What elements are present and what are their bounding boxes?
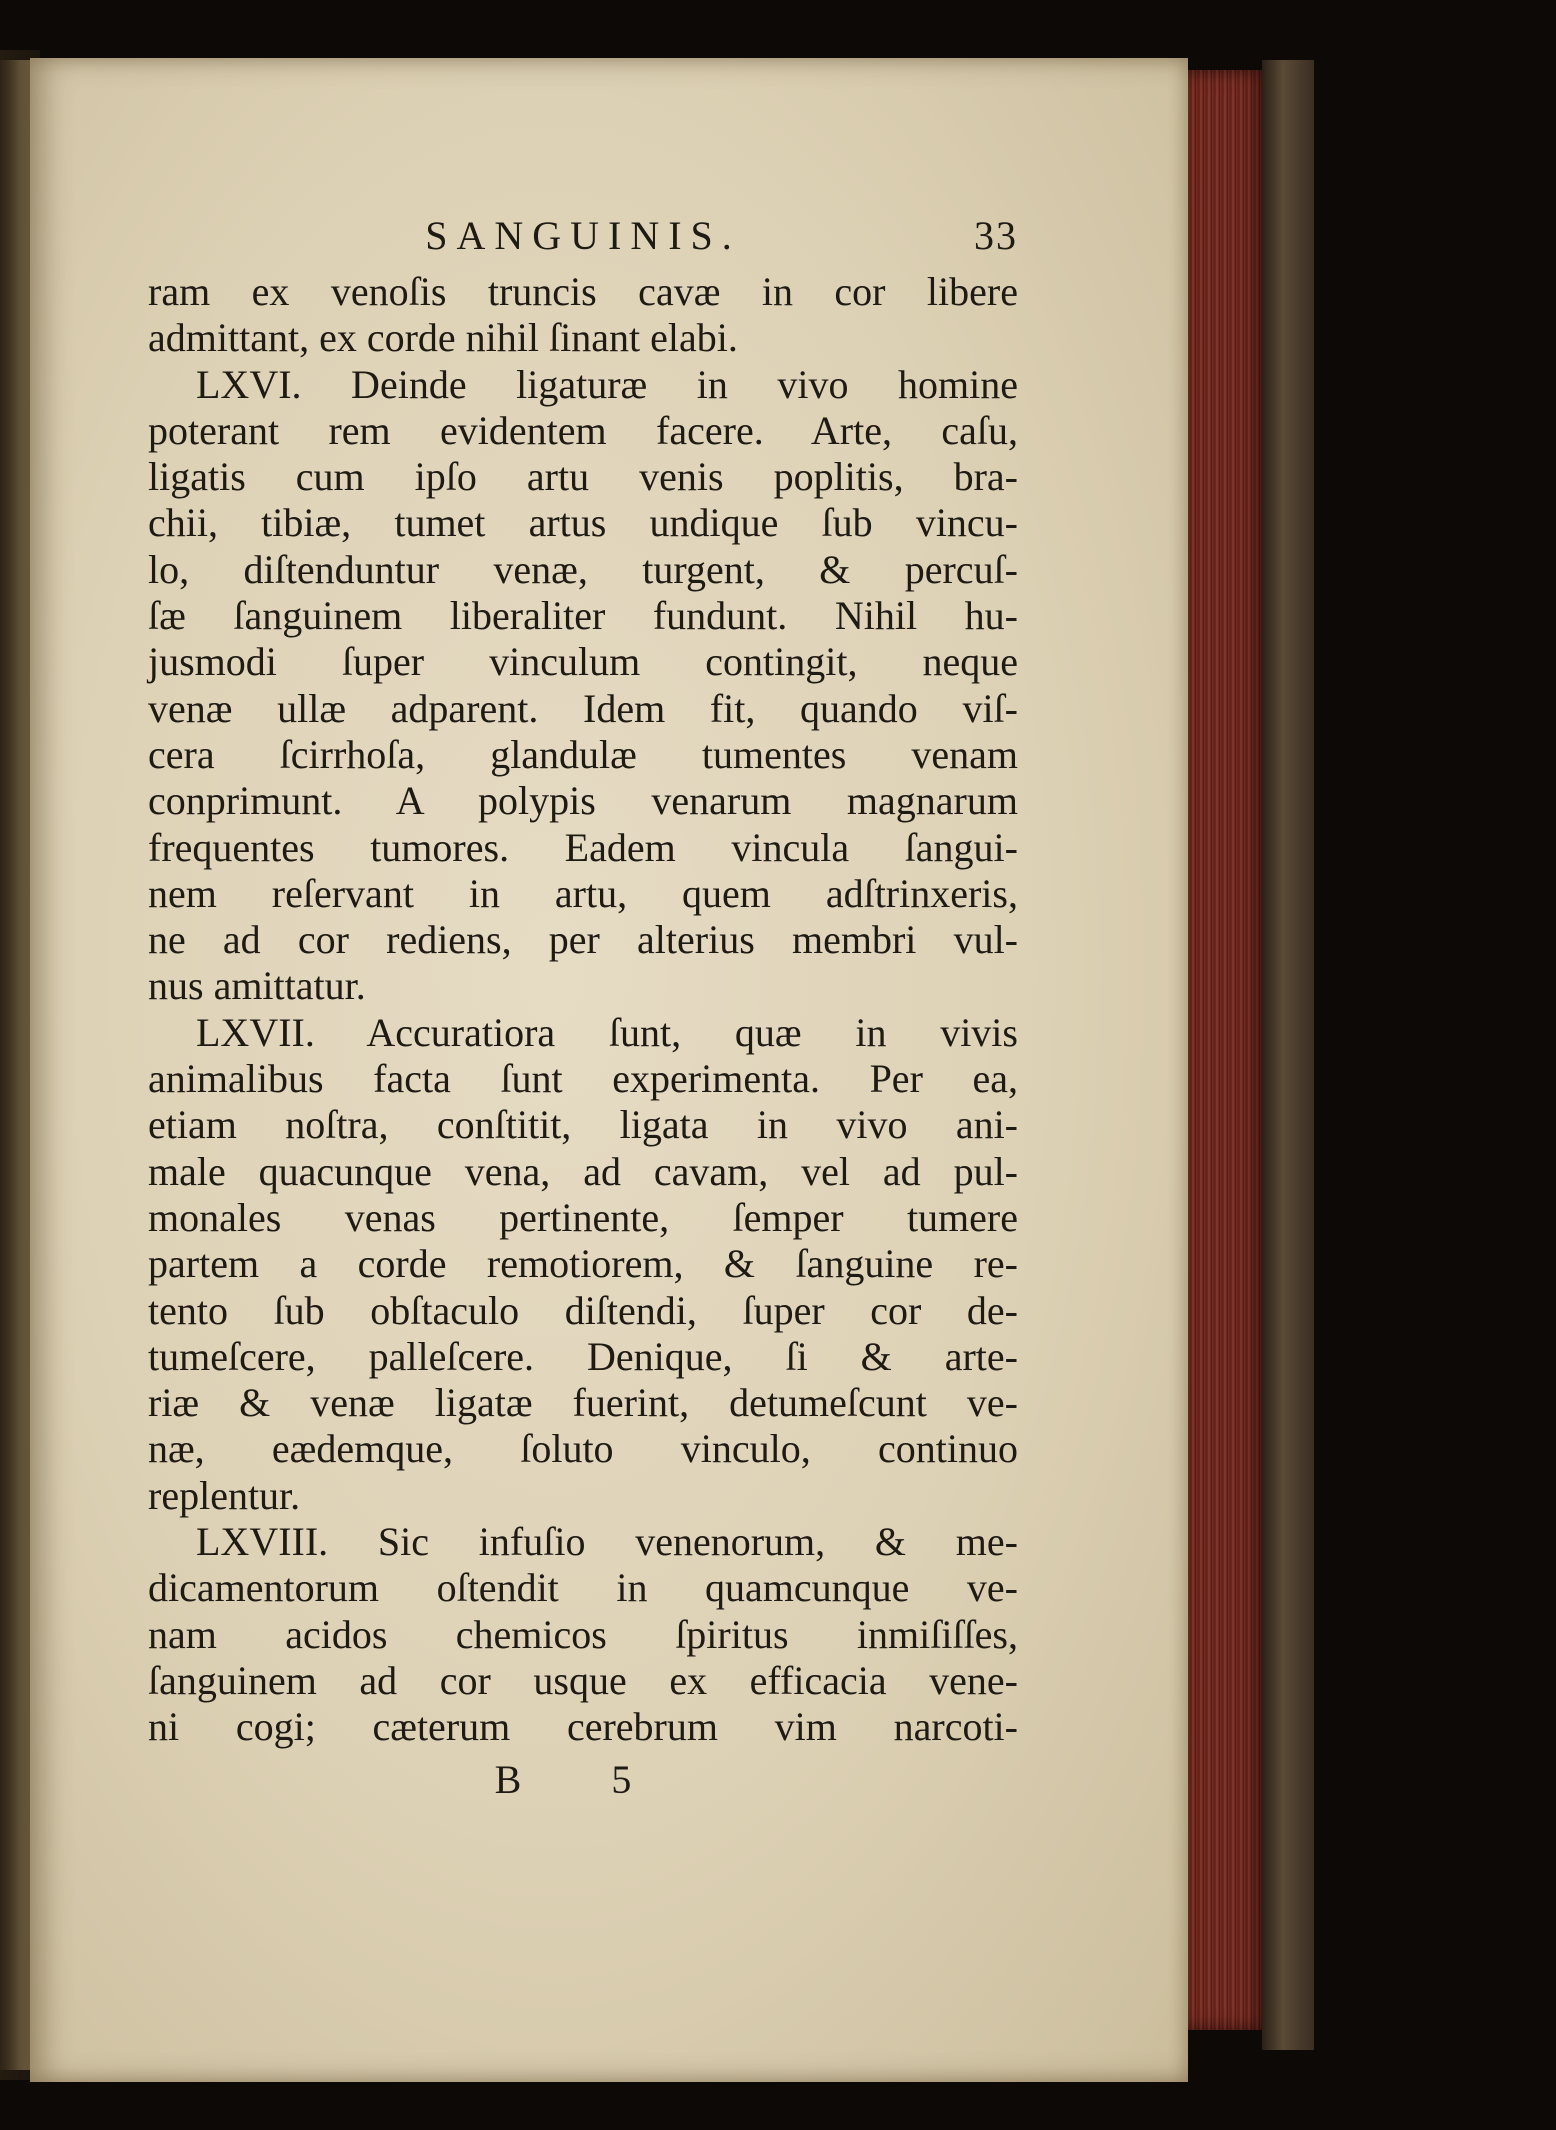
running-head: SANGUINIS. [425,213,741,258]
paragraph-start-line: LXVI. Deinde ligaturæ in vivo homine [196,361,1018,407]
text-line: nem reſervant in artu, quem adſtrinxeris, [148,870,1018,916]
text-line: ſanguinem ad cor usque ex efficacia vene- [148,1657,1018,1703]
text-line: nam acidos chemicos ſpiritus inmiſiſſes, [148,1611,1018,1657]
text-line: lo, diſtenduntur venæ, turgent, & percuſ- [148,546,1018,592]
text-line: næ, eædemque, ſoluto vinculo, continuo [148,1426,1018,1472]
signature-mark: B 5 [494,1756,672,1802]
text-line: riæ & venæ ligatæ fuerint, detumeſcunt ve- [148,1380,1018,1426]
text-line: male quacunque vena, ad cavam, vel ad pul- [148,1148,1018,1194]
page-header [148,213,1018,265]
text-line: dicamentorum oſtendit in quamcunque ve- [148,1565,1018,1611]
text-line: cera ſcirrhoſa, glandulæ tumentes venam [148,731,1018,777]
text-line: tento ſub obſtaculo diſtendi, ſuper cor de- [148,1287,1018,1333]
text-line: venæ ullæ adparent. Idem fit, quando viſ- [148,685,1018,731]
text-line: chii, tibiæ, tumet artus undique ſub vincu- [148,500,1018,546]
text-line: ram ex venoſis truncis cavæ in cor libere [148,269,1018,314]
page-text [148,213,1018,1811]
text-line: tumeſcere, palleſcere. Denique, ſi & arte- [148,1333,1018,1379]
text-line: admittant, ex corde nihil ſinant elabi. [148,315,738,361]
text-line: partem a corde remotiorem, & ſanguine re- [148,1241,1018,1287]
text-line: ligatis cum ipſo artu venis poplitis, bra- [148,454,1018,500]
paragraph-start-line: LXVIII. Sic infuſio venenorum, & me- [196,1519,1018,1565]
page-footer [148,1757,1018,1811]
text-line: frequentes tumores. Eadem vincula ſangui- [148,824,1018,870]
text-line: etiam noſtra, conſtitit, ligata in vivo ani- [148,1102,1018,1148]
text-line: jusmodi ſuper vinculum contingit, neque [148,639,1018,685]
book-cover-board [1262,60,1314,2050]
text-line: animalibus facta ſunt experimenta. Per ea, [148,1056,1018,1102]
text-line: replentur. [148,1472,301,1518]
page-block-red-edge [1188,70,1268,2030]
text-line: ſæ ſanguinem liberaliter fundunt. Nihil hu- [148,593,1018,639]
text-line: nus amittatur. [148,963,366,1009]
text-line: conprimunt. A polypis venarum magnarum [148,778,1018,824]
page-number: 33 [974,213,1018,258]
text-line: ne ad cor rediens, per alterius membri vul- [148,917,1018,963]
text-line: poterant rem evidentem facere. Arte, caſu, [148,407,1018,453]
paragraph-start-line: LXVII. Accuratiora ſunt, quæ in vivis [196,1009,1018,1055]
text-line: monales venas pertinente, ſemper tumere [148,1194,1018,1240]
text-line: ni cogi; cæterum cerebrum vim narcoti- [148,1704,1018,1750]
